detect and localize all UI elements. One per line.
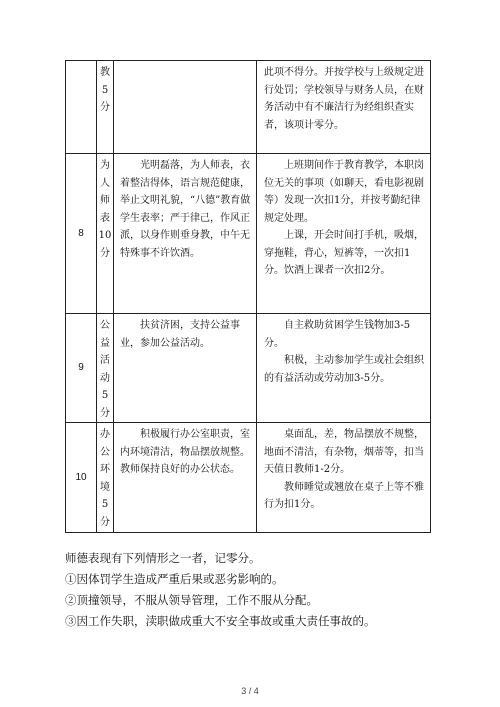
row-standard — [114, 423, 257, 533]
table-row — [66, 154, 431, 314]
category-char: 5 — [101, 84, 109, 96]
row-standard — [114, 154, 257, 314]
table-row — [66, 61, 431, 154]
deduction-text: 上班期间作于教育教学，本职岗位无关的事项（如聊天，看电影视剧等）发现一次扣1分，并按考勤纪律规定处理。 — [264, 160, 424, 224]
category-char: 分 — [100, 247, 110, 259]
table-row — [66, 314, 431, 423]
category-char: 动 — [100, 372, 110, 384]
row-deduction — [257, 61, 431, 154]
deduction-text: 教师睡觉或翘放在桌子上等不雅行为扣1分。 — [264, 481, 424, 510]
category-char: 公 — [100, 446, 110, 458]
row-number: 9 — [66, 314, 97, 423]
category-char: 益 — [100, 337, 110, 349]
deduction-text: 自主救助贫困学生钱物加3-5分。 — [264, 320, 411, 349]
category-char: 为 — [100, 160, 110, 171]
row-category — [97, 314, 114, 423]
category-char: 分 — [100, 102, 110, 113]
row-number: 8 — [66, 154, 97, 314]
note-item: ①因体罚学生造成严重后果或恶劣影响的。 — [65, 572, 284, 586]
standard-text: 光明磊落，为人师表，衣着整洁得体，语言规范健康，举止文明礼貌，“八德”教育做学生表率；严于律己，作风正派，以身作则垂身教，中午无特殊事不许饮酒。 — [120, 160, 251, 259]
notes-intro: 师德表现有下列情形之一者，记零分。 — [65, 551, 261, 565]
deduction-text: 积极，主动参加学生或社会组织的有益活动或劳动加3-5分。 — [264, 355, 424, 384]
note-item: ③因工作失职，渎职做成重大不安全事故或重大责任事故的。 — [65, 614, 376, 628]
category-char: 分 — [100, 407, 110, 419]
category-char: 人 — [100, 177, 110, 189]
row-category — [97, 423, 114, 533]
deduction-text: 上课，开会时间打手机，吸烟，穿拖鞋，背心，短裤等，一次扣1分。饮酒上课者一次扣2分。 — [264, 230, 424, 276]
standard-text: 扶贫济困，支持公益事业，参加公益活动。 — [120, 320, 240, 349]
row-number: 10 — [66, 423, 97, 533]
evaluation-table — [65, 60, 431, 533]
category-char: 境 — [100, 481, 110, 493]
category-char: 办 — [100, 429, 110, 440]
row-deduction — [257, 314, 431, 423]
category-char: 5 — [101, 499, 109, 510]
standard-text: 积极履行办公室职责，室内环境清洁，物品摆放规整。教师保持良好的办公状态。 — [120, 429, 250, 475]
deduction-text: 桌面乱，差，物品摆放不规整，地面不清洁，有杂物，烟蒂等，扣当天值日教师1-2分。 — [264, 429, 424, 475]
category-char: 活 — [100, 355, 110, 366]
row-category — [97, 61, 114, 154]
note-item: ②顶撞领导，不服从领导管理，工作不服从分配。 — [65, 593, 318, 607]
row-category — [97, 154, 114, 314]
category-char: 表 — [100, 212, 110, 224]
row-standard — [114, 61, 257, 154]
row-number — [66, 61, 97, 154]
category-char: 师 — [100, 195, 110, 206]
category-char: 分 — [100, 516, 110, 528]
category-char: 10 — [98, 230, 112, 241]
row-deduction — [257, 423, 431, 533]
category-char: 教 — [100, 67, 110, 78]
row-standard — [114, 314, 257, 423]
table-row — [66, 423, 431, 533]
deduction-text: 此项不得分。并按学校与上级规定进行处罚；学校领导与财务人员，在财务活动中有不廉洁行为经组织查实者，该项计零分。 — [264, 67, 424, 131]
category-char: 环 — [100, 464, 110, 475]
page-number: 3 / 4 — [241, 686, 259, 696]
zero-score-notes — [65, 548, 465, 632]
category-char: 5 — [101, 390, 109, 401]
evaluation-table-body — [66, 61, 431, 533]
row-deduction — [257, 154, 431, 314]
category-char: 公 — [100, 320, 110, 331]
